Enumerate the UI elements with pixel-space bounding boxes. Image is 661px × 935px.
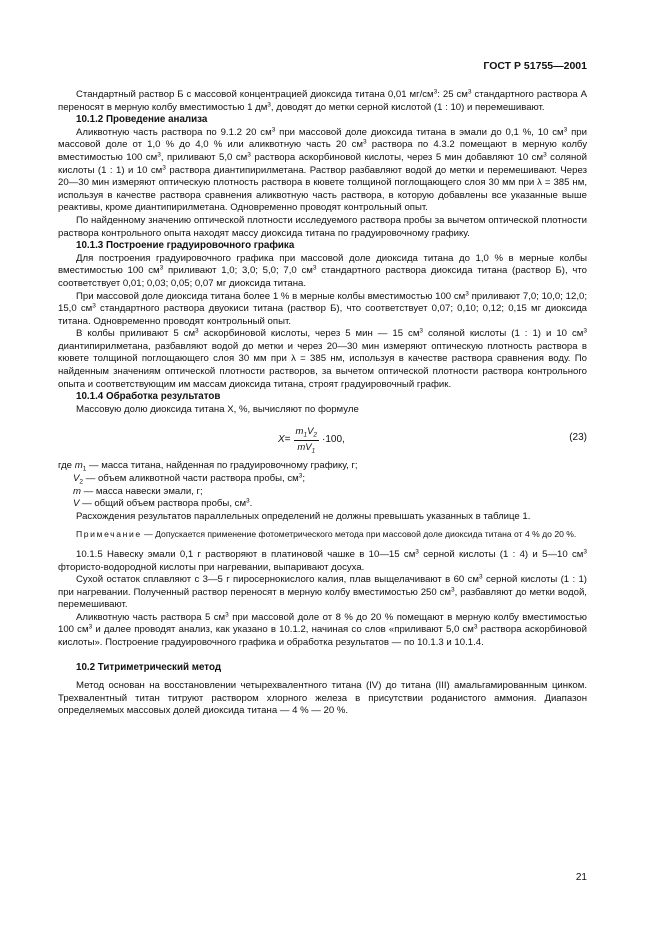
definition-v: V — общий объем раствора пробы, $см^3$. — [73, 497, 253, 510]
page-number: 21 — [575, 872, 587, 883]
definition-v2: $V_2$ — объем аликвотной части раствора пробы, $см^3$; — [73, 472, 306, 486]
formula-block — [58, 422, 587, 456]
paragraph-titrimetric: Метод основан на восстановлении четырехвалентного титана (IV) до титана (III) амальгамированным цинком. Трехвалентный титан титруют раствором хлорного железа в присутствии роданистого аммония. Диапазон определяемых массовых долей диоксида титана — 4 % — 20 %. — [58, 680, 587, 717]
formula-fraction: $\frac{m_1V_2}{mV_1}$ — [295, 426, 318, 455]
paragraph-analysis: Аликвотную часть раствора по 9.1.2 20 $см^3$ при массовой доле диоксида титана в эмали до 0,1 %, 10 $см^3$ при массовой доле от 1,0 % до 4,0 % или аликвотную часть 20 $см^3$ раствора по 4.3.2 помещают в мерную колбу вместимостью 100 $см^3$, приливают 5,0 $см^3$ раствора аскорбиновой кислоты, через 5 мин добавляют 10 $см^3$ соляной кислоты (1 : 1) и 10 $см^3$ раствора диантипирилметана. Раствор разбавляют водой до метки и перемешивают. Через 20—30 мин измеряют оптическую плотность раствора в кювете толщиной поглощающего слоя 30 мм при λ = 385 нм, используя в качестве раствора сравнения аликвотную часть раствора, в которую добавлены все указанные выше реактивы, кроме диантипирилметана. Одновременно проводят контрольный опыт. — [58, 126, 587, 214]
formula-definitions — [58, 460, 587, 510]
definition-m1: где $m_1$ — масса титана, найденная по градуировочному графику, г; — [58, 460, 358, 473]
paragraph-calibration-3: В колбы приливают 5 $см^3$ аскорбиновой кислоты, через 5 мин — 15 $см^3$ соляной кислоты (1 : 1) и 10 $см^3$ диантипирилметана, разбавляют водой до метки и через 20—30 мин измеряют оптическую плотность раствора в кювете толщиной поглощающего слоя 30 мм при λ = 385 нм, используя в качестве раствора сравнения воду. По найденным значениям оптической плотности растворов, за вычетом оптической плотности раствора контрольного опыта и соответствующим им массам диоксида титана, строят градуировочный график. — [58, 327, 587, 390]
definition-m: m — масса навески эмали, г; — [73, 485, 203, 497]
heading-10-1-2: 10.1.2 Проведение анализа — [76, 114, 208, 126]
paragraph-calibration-1: Для построения градуировочного графика при массовой доле диоксида титана до 1,0 % в мерные колбы вместимостью 100 $см^3$ приливают 1,0; 3,0; 5,0; 7,0 $см^3$ стандартного раствора диоксида титана (раствор Б), что соответствует 0,01; 0,03; 0,05; 0,07 мг диоксида титана. — [58, 252, 587, 289]
paragraph-discrepancy: Расхождения результатов параллельных определений не должны превышать указанных в таблице 1. — [76, 510, 531, 522]
heading-10-1-3: 10.1.3 Построение градуировочного графика — [76, 240, 295, 252]
paragraph-10-1-5: 10.1.5 Навеску эмали 0,1 г растворяют в платиновой чашке в 10—15 $см^3$ серной кислоты (1 : 4) и 5—10 $см^3$ фтористо-водородной кислоты при нагревании, выпаривают досуха. — [58, 548, 587, 573]
note: Примечание — Допускается применение фотометрического метода при массовой доле диоксида титана от 4 % до 20 %. — [76, 529, 577, 540]
heading-10-2: 10.2 Титриметрический метод — [76, 661, 222, 673]
standard-id: ГОСТ Р 51755—2001 — [483, 60, 587, 72]
paragraph-calibration-2: При массовой доле диоксида титана более 1 % в мерные колбы вместимостью 100 $см^3$ приливают 7,0; 10,0; 12,0; 15,0 $см^3$ стандартного раствора двуокиси титана (раствор Б), что соответствует 0,07; 0,10; 0,12; 0,15 мг диоксида титана. Одновременно проводят контрольный опыт. — [58, 290, 587, 327]
equation-number: (23) — [569, 432, 587, 444]
paragraph-solution-b: Стандартный раствор Б с массовой концентрацией диоксида титана 0,01 $мг/см^3$: 25 $см^3$ стандартного раствора А переносят в мерную колбу вместимостью 1 $дм^3$, доводят до метки серной кислотой (1 : 10) и перемешивают. — [58, 88, 588, 113]
paragraph-formula-intro: Массовую долю диоксида титана X, %, вычисляют по формуле — [76, 403, 359, 415]
formula-x: X = $\frac{m_1V_2}{mV_1}$ ·100, — [278, 426, 345, 455]
paragraph-optical-density: По найденному значению оптической плотности исследуемого раствора пробы за вычетом оптической плотности раствора контрольного опыта находят массу диоксида титана по градуировочному графику. — [58, 214, 587, 239]
document-body — [58, 89, 587, 718]
heading-10-1-4: 10.1.4 Обработка результатов — [76, 391, 221, 403]
paragraph-aliquot: Аликвотную часть раствора 5 $см^3$ при массовой доле от 8 % до 20 % помещают в мерную колбу вместимостью 100 $см^3$ и далее проводят анализ, как указано в 10.1.2, начиная со слов «приливают 5,0 $см^3$ раствора аскорбиновой кислоты». Построение градуировочного графика и обработка результатов — по 10.1.3 и 10.1.4. — [58, 611, 588, 649]
paragraph-fusion: Сухой остаток сплавляют с 3—5 г пиросернокислого калия, плав выщелачивают в 60 $см^3$ серной кислоты (1 : 1) при нагревании. Полученный раствор переносят в мерную колбу вместимостью 250 $см^3$, разбавляют до метки водой, перемешивают. — [58, 573, 587, 611]
